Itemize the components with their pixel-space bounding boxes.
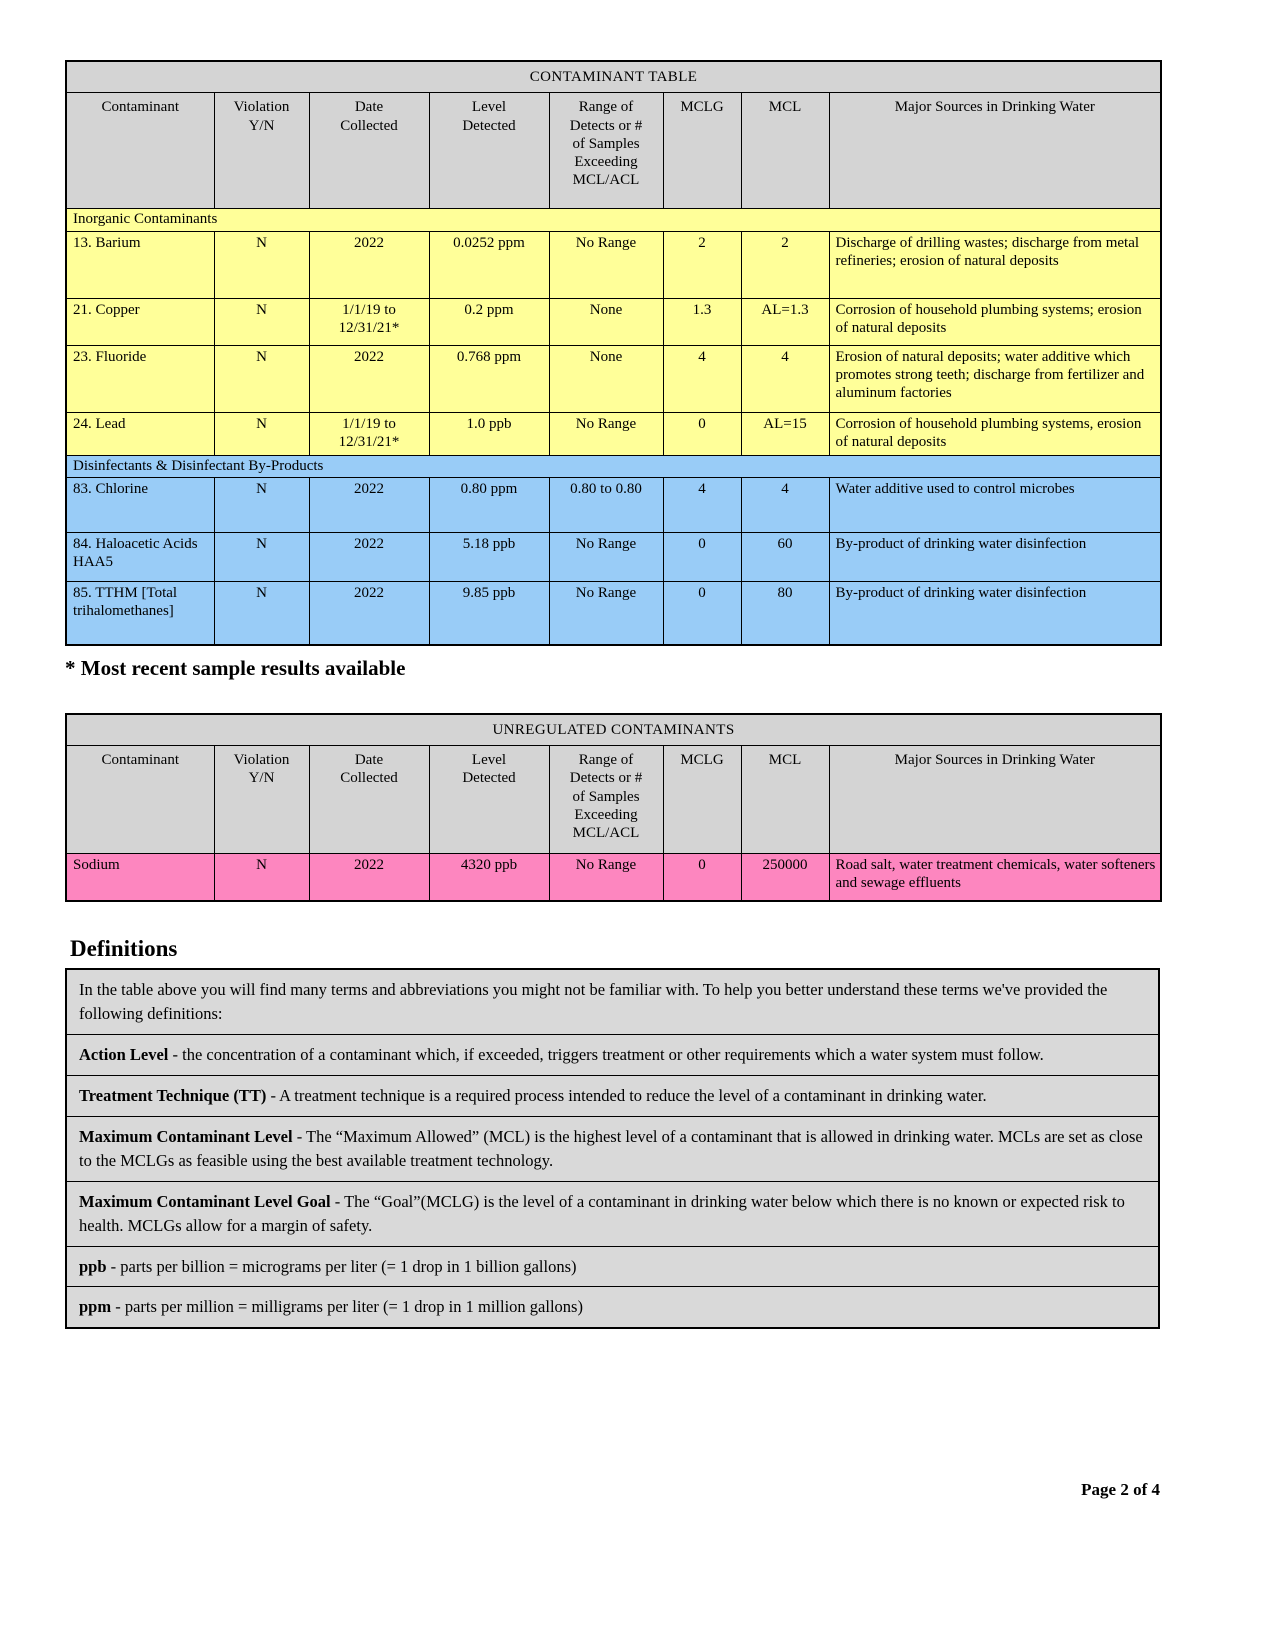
definition-term: Maximum Contaminant Level Goal (79, 1191, 331, 1211)
cell-range: No Range (549, 412, 663, 455)
col-header-date-line2: Collected (340, 117, 398, 134)
col-header-mclg: MCLG (663, 746, 741, 854)
col-header-range-line5: MCL/ACL (572, 172, 640, 189)
cell-violation: N (214, 298, 309, 345)
cell-mcl: 4 (741, 345, 829, 412)
table-row (66, 298, 1161, 345)
contaminant-table-footnote: * Most recent sample results available (65, 655, 406, 680)
cell-violation: N (214, 532, 309, 581)
cell-contaminant: 23. Fluoride (66, 345, 214, 412)
contaminant-table (65, 60, 1162, 646)
cell-date: 1/1/19 to 12/31/21* (309, 298, 429, 345)
col-header-violation (214, 93, 309, 209)
definition-ppm (66, 1287, 1159, 1328)
cell-sources: Discharge of drilling wastes; discharge from metal refineries; erosion of natural deposits (829, 231, 1161, 298)
definition-row (66, 1035, 1159, 1076)
col-header-range-line2: Detects or # (569, 117, 643, 134)
table-row (66, 532, 1161, 581)
cell-level: 1.0 ppb (429, 412, 549, 455)
group-banner-row-inorganic (66, 209, 1161, 231)
table-row (66, 345, 1161, 412)
contaminant-table-title: CONTAMINANT TABLE (66, 61, 1161, 93)
cell-mclg: 0 (663, 854, 741, 902)
definition-term: ppm (79, 1297, 112, 1317)
col-header-violation-line2: Y/N (248, 770, 275, 787)
definition-row (66, 1287, 1159, 1328)
col-header-violation-line2: Y/N (248, 117, 275, 134)
definition-treatment-technique (66, 1075, 1159, 1116)
cell-date: 2022 (309, 581, 429, 645)
col-header-range-line1: Range of (578, 752, 634, 769)
cell-level: 0.2 ppm (429, 298, 549, 345)
cell-contaminant: 13. Barium (66, 231, 214, 298)
group-label-inorganic: Inorganic Contaminants (66, 209, 1161, 231)
definition-term: Treatment Technique (TT) (79, 1085, 267, 1105)
definitions-table (65, 968, 1160, 1329)
cell-sources: Erosion of natural deposits; water additive which promotes strong teeth; discharge from fertilizer and aluminum factories (829, 345, 1161, 412)
table-row (66, 231, 1161, 298)
col-header-sources: Major Sources in Drinking Water (829, 93, 1161, 209)
cell-sources: Water additive used to control microbes (829, 477, 1161, 532)
cell-date: 2022 (309, 532, 429, 581)
col-header-range-line3: of Samples (572, 788, 640, 805)
definition-row (66, 1116, 1159, 1181)
definition-term: Action Level (79, 1045, 169, 1065)
cell-date: 2022 (309, 854, 429, 902)
cell-level: 5.18 ppb (429, 532, 549, 581)
col-header-range-line1: Range of (578, 99, 634, 116)
cell-mclg: 0 (663, 532, 741, 581)
cell-mcl: AL=15 (741, 412, 829, 455)
cell-contaminant: Sodium (66, 854, 214, 902)
cell-contaminant: 24. Lead (66, 412, 214, 455)
cell-date: 2022 (309, 477, 429, 532)
cell-level: 0.80 ppm (429, 477, 549, 532)
cell-sources: Road salt, water treatment chemicals, water softeners and sewage effluents (829, 854, 1161, 902)
cell-violation: N (214, 345, 309, 412)
table-row (66, 477, 1161, 532)
cell-level: 0.768 ppm (429, 345, 549, 412)
definition-row (66, 1075, 1159, 1116)
cell-level: 9.85 ppb (429, 581, 549, 645)
cell-mclg: 0 (663, 581, 741, 645)
cell-violation: N (214, 231, 309, 298)
cell-mcl: 4 (741, 477, 829, 532)
cell-range: None (549, 345, 663, 412)
unregulated-table-title: UNREGULATED CONTAMINANTS (66, 714, 1161, 746)
col-header-range (549, 746, 663, 854)
cell-violation: N (214, 854, 309, 902)
col-header-contaminant: Contaminant (66, 93, 214, 209)
cell-mcl: 250000 (741, 854, 829, 902)
col-header-level-line2: Detected (462, 117, 516, 134)
unregulated-table-title-row (66, 714, 1161, 746)
table-row (66, 581, 1161, 645)
cell-mcl: AL=1.3 (741, 298, 829, 345)
cell-date: 2022 (309, 231, 429, 298)
col-header-mcl: MCL (741, 93, 829, 209)
definitions-heading: Definitions (70, 936, 178, 962)
cell-contaminant: 21. Copper (66, 298, 214, 345)
definition-term: ppb (79, 1256, 107, 1276)
cell-mclg: 4 (663, 477, 741, 532)
col-header-violation-line1: Violation (233, 752, 290, 769)
col-header-date (309, 93, 429, 209)
cell-violation: N (214, 412, 309, 455)
col-header-range-line3: of Samples (572, 135, 640, 152)
group-banner-row-disinfectants (66, 455, 1161, 477)
cell-contaminant: 85. TTHM [Total trihalomethanes] (66, 581, 214, 645)
cell-date: 2022 (309, 345, 429, 412)
col-header-level (429, 746, 549, 854)
cell-range: 0.80 to 0.80 (549, 477, 663, 532)
cell-sources: Corrosion of household plumbing systems; erosion of natural deposits (829, 298, 1161, 345)
cell-violation: N (214, 477, 309, 532)
cell-mclg: 0 (663, 412, 741, 455)
definition-mclg (66, 1181, 1159, 1246)
definition-row (66, 969, 1159, 1034)
definition-text: - The “Goal”(MCLG) is the level of a contaminant in drinking water below which there is no known or expected risk to health. MCLGs allow for a margin of safety. (79, 1191, 1125, 1235)
definition-mcl (66, 1116, 1159, 1181)
col-header-date-line1: Date (354, 752, 384, 769)
col-header-level (429, 93, 549, 209)
cell-sources: By-product of drinking water disinfection (829, 581, 1161, 645)
col-header-date-line2: Collected (340, 770, 398, 787)
definition-term: Maximum Contaminant Level (79, 1126, 293, 1146)
cell-range: None (549, 298, 663, 345)
contaminant-table-title-row (66, 61, 1161, 93)
col-header-date (309, 746, 429, 854)
col-header-contaminant: Contaminant (66, 746, 214, 854)
cell-level: 4320 ppb (429, 854, 549, 902)
table-row (66, 412, 1161, 455)
col-header-range-line2: Detects or # (569, 770, 643, 787)
cell-range: No Range (549, 854, 663, 902)
cell-mclg: 1.3 (663, 298, 741, 345)
col-header-range (549, 93, 663, 209)
cell-level: 0.0252 ppm (429, 231, 549, 298)
definition-text: In the table above you will find many terms and abbreviations you might not be familiar with. To help you better understand these terms we've provided the following definitions: (79, 980, 1108, 1024)
cell-range: No Range (549, 532, 663, 581)
definition-action-level (66, 1035, 1159, 1076)
cell-mcl: 80 (741, 581, 829, 645)
col-header-mcl: MCL (741, 746, 829, 854)
definition-row (66, 1181, 1159, 1246)
col-header-level-line2: Detected (462, 770, 516, 787)
col-header-level-line1: Level (471, 752, 507, 769)
cell-mclg: 4 (663, 345, 741, 412)
col-header-level-line1: Level (471, 99, 507, 116)
cell-mcl: 2 (741, 231, 829, 298)
definition-text: - The “Maximum Allowed” (MCL) is the highest level of a contaminant that is allowed in drinking water. MCLs are set as close to the MCLGs as feasible using the best available treatment technology. (79, 1126, 1143, 1170)
col-header-sources: Major Sources in Drinking Water (829, 746, 1161, 854)
cell-mclg: 2 (663, 231, 741, 298)
cell-sources: Corrosion of household plumbing systems, erosion of natural deposits (829, 412, 1161, 455)
definition-text: - A treatment technique is a required process intended to reduce the level of a contaminant in drinking water. (266, 1085, 987, 1105)
definition-text: - parts per million = milligrams per liter (= 1 drop in 1 million gallons) (111, 1297, 583, 1317)
col-header-date-line1: Date (354, 99, 384, 116)
cell-date: 1/1/19 to 12/31/21* (309, 412, 429, 455)
col-header-range-line4: Exceeding (574, 154, 638, 171)
col-header-violation-line1: Violation (233, 99, 290, 116)
cell-contaminant: 84. Haloacetic Acids HAA5 (66, 532, 214, 581)
cell-range: No Range (549, 581, 663, 645)
unregulated-table-header-row (66, 746, 1161, 854)
cell-range: No Range (549, 231, 663, 298)
col-header-mclg: MCLG (663, 93, 741, 209)
spacer (65, 681, 1160, 713)
table-row (66, 854, 1161, 902)
definition-row (66, 1246, 1159, 1287)
col-header-violation (214, 746, 309, 854)
cell-violation: N (214, 581, 309, 645)
definition-text: - parts per billion = micrograms per liter (= 1 drop in 1 billion gallons) (106, 1256, 577, 1276)
definition-ppb (66, 1246, 1159, 1287)
page-number-footer: Page 2 of 4 (1081, 1480, 1160, 1499)
cell-mcl: 60 (741, 532, 829, 581)
cell-sources: By-product of drinking water disinfection (829, 532, 1161, 581)
definition-text: - the concentration of a contaminant which, if exceeded, triggers treatment or other requirements which a water system must follow. (168, 1045, 1044, 1065)
col-header-range-line4: Exceeding (574, 807, 638, 824)
contaminant-table-header-row (66, 93, 1161, 209)
unregulated-contaminants-table (65, 713, 1162, 902)
col-header-range-line5: MCL/ACL (572, 825, 640, 842)
definition-intro (66, 969, 1159, 1034)
group-label-disinfectants: Disinfectants & Disinfectant By-Products (66, 455, 1161, 477)
cell-contaminant: 83. Chlorine (66, 477, 214, 532)
